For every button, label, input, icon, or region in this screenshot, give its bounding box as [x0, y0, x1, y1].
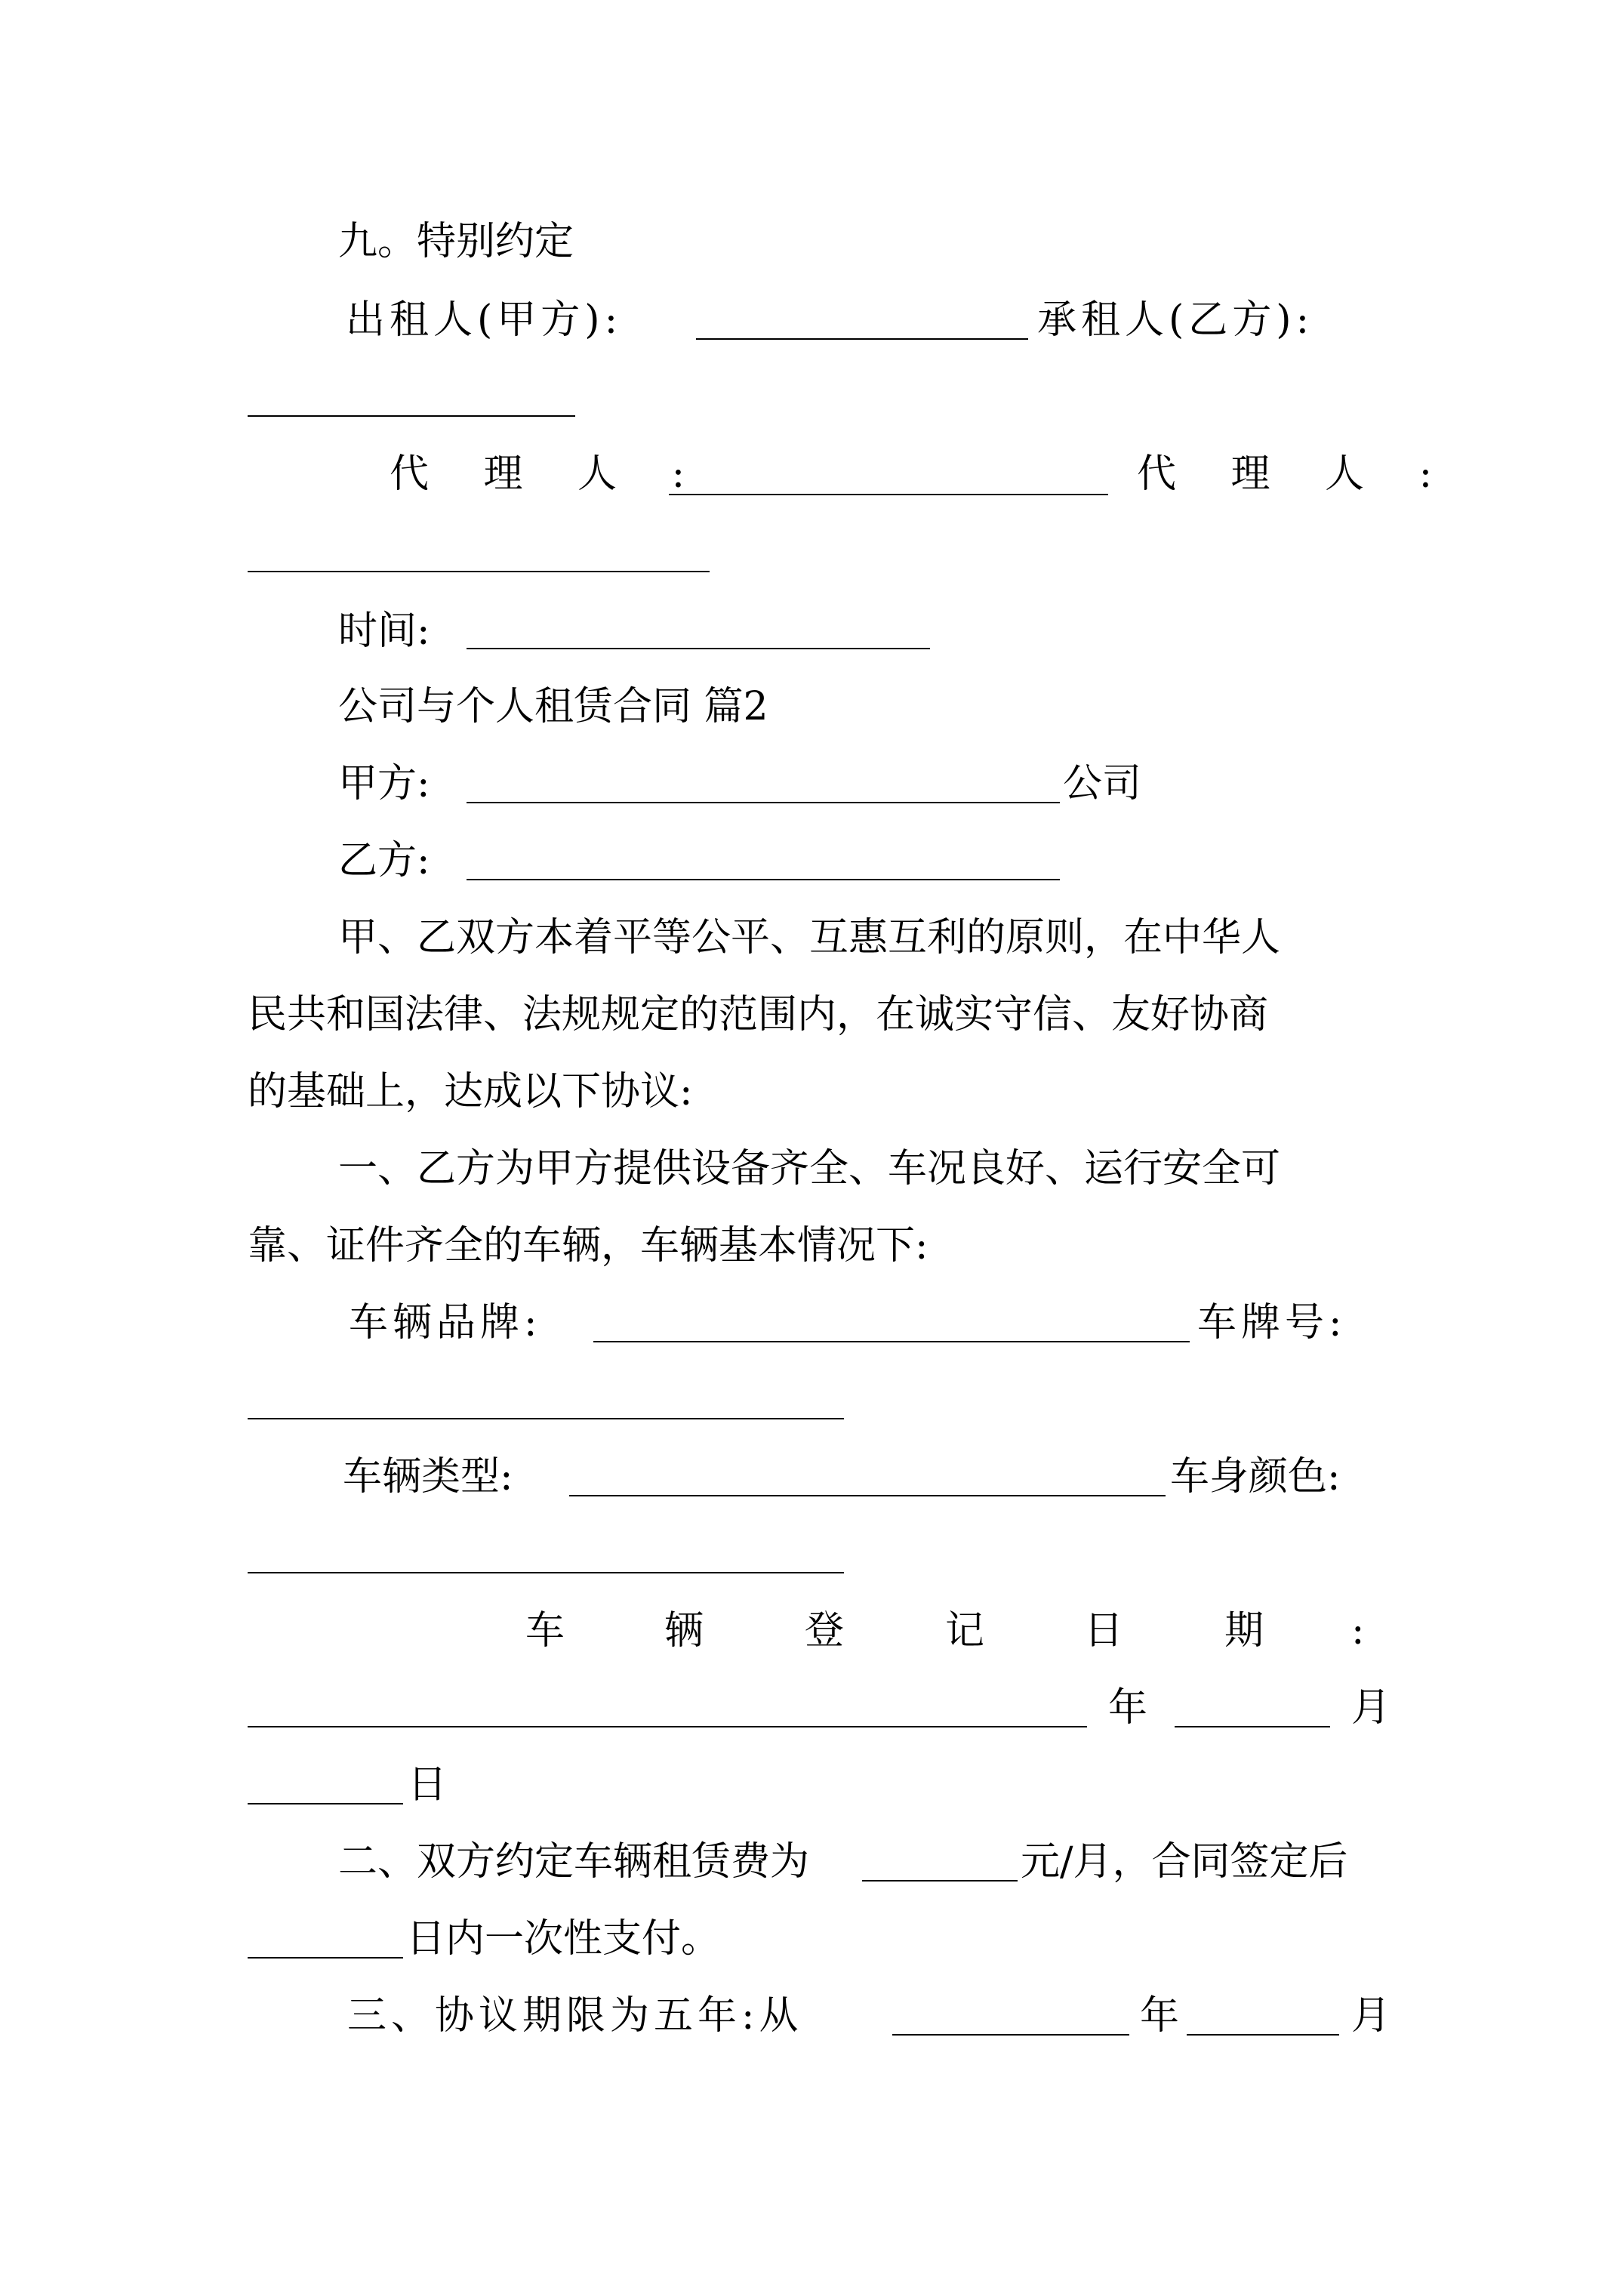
term-month-blank[interactable]: [1187, 2034, 1339, 2036]
reg-date-char: 记: [945, 1608, 985, 1653]
paragraph-line: 一、乙方为甲方提供设备齐全、车况良好、运行安全可: [338, 1146, 1281, 1191]
agent-label-b: 代 理 人 :: [1137, 451, 1454, 497]
reg-year-blank[interactable]: [248, 1726, 1087, 1727]
month-label: 月: [1351, 1685, 1391, 1730]
vehicle-brand-blank[interactable]: [593, 1341, 1190, 1342]
plate-number-label: 车牌号:: [1197, 1300, 1347, 1345]
party-b-label: 乙方:: [338, 838, 430, 883]
contract-title: 公司与个人租赁合同 篇2: [338, 684, 768, 729]
reg-date-colon: :: [1351, 1608, 1365, 1653]
fee-clause-end: 日内一次性支付。: [406, 1916, 721, 1962]
party-a-suffix: 公司: [1063, 761, 1142, 806]
agent-blank-a[interactable]: [669, 494, 1108, 495]
body-color-blank[interactable]: [248, 1572, 844, 1573]
vehicle-type-label: 车辆类型:: [343, 1454, 513, 1499]
reg-date-char: 车: [525, 1608, 565, 1653]
body-color-label: 车身颜色:: [1170, 1454, 1341, 1499]
term-month-label: 月: [1351, 1993, 1391, 2039]
party-b-blank[interactable]: [467, 879, 1060, 880]
lessee-label: 承租人(乙方):: [1037, 297, 1314, 343]
lessor-label: 出租人(甲方):: [346, 297, 623, 343]
paragraph-line: 的基础上，达成以下协议:: [248, 1069, 693, 1114]
fee-clause-start: 二、双方约定车辆租赁费为: [338, 1839, 810, 1885]
paragraph-line: 靠、证件齐全的车辆，车辆基本情况下:: [248, 1223, 929, 1268]
reg-date-char: 登: [805, 1608, 845, 1653]
plate-number-blank[interactable]: [248, 1418, 844, 1419]
paragraph-line: 甲、乙双方本着平等公平、互惠互利的原则，在中华人: [338, 915, 1281, 960]
reg-month-blank[interactable]: [1175, 1726, 1330, 1727]
vehicle-type-blank[interactable]: [569, 1495, 1166, 1496]
reg-day-blank[interactable]: [248, 1803, 403, 1804]
agent-blank-b[interactable]: [248, 571, 710, 572]
party-a-label: 甲方:: [338, 761, 430, 806]
lessee-blank[interactable]: [248, 415, 575, 417]
reg-date-char: 辆: [664, 1608, 704, 1653]
day-label: 日: [408, 1762, 448, 1808]
vehicle-brand-label: 车辆品牌:: [349, 1300, 542, 1345]
section-nine-heading: 九。特别约定: [338, 219, 574, 264]
paragraph-line: 民共和国法律、法规规定的范围内，在诚实守信、友好协商: [248, 992, 1269, 1037]
time-label: 时间:: [338, 609, 430, 654]
lessor-blank[interactable]: [696, 338, 1028, 340]
term-year-blank[interactable]: [892, 2034, 1129, 2036]
term-year-label: 年: [1140, 1993, 1180, 2039]
reg-date-char: 日: [1084, 1608, 1124, 1653]
party-a-blank[interactable]: [467, 802, 1060, 803]
agent-label-a: 代 理 人 :: [390, 451, 707, 497]
time-blank[interactable]: [467, 648, 930, 649]
term-clause-start: 三、协议期限为五年:从: [347, 1993, 803, 2039]
reg-date-char: 期: [1224, 1608, 1264, 1653]
year-label: 年: [1108, 1685, 1148, 1730]
fee-amount-blank[interactable]: [862, 1880, 1018, 1881]
fee-days-blank[interactable]: [248, 1957, 403, 1959]
fee-clause-mid: 元/月，合同签定后: [1021, 1839, 1348, 1885]
